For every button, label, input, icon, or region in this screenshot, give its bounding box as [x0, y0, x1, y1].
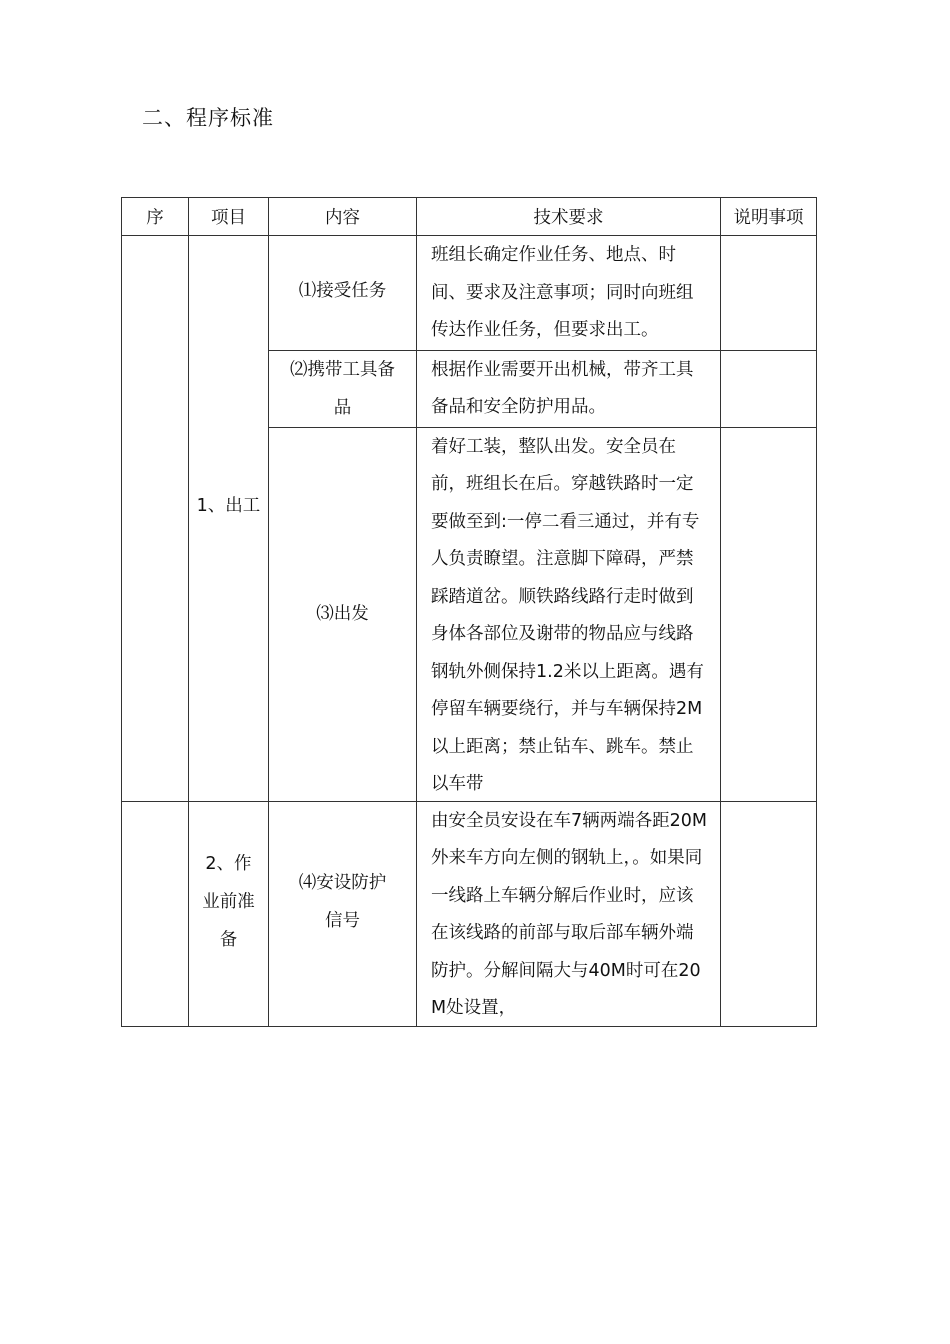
seq-cell [122, 801, 189, 1026]
header-project: 项目 [189, 198, 269, 236]
seq-cell [122, 236, 189, 802]
procedure-standard-table [121, 197, 817, 1027]
content-text: ⑵携带工具备品 [290, 359, 395, 418]
header-seq: 序 [122, 198, 189, 236]
tech-requirement-text: 着好工装，整队出发。安全员在前，班组长在后。穿越铁路时一定要做至到:一停二看三通过，并有专人负责瞭望。注意脚下障碍，严禁踩踏道岔。顺铁路线路行走时做到身体各部位及谢带的物品应与线路钢轨外侧保持1.2米以上距离。遇有停留车辆要绕行，并与车辆保持2M以上距离；禁止钻车、跳车。禁止以车带 [431, 436, 704, 794]
header-tech-requirements: 技术要求 [417, 198, 721, 236]
header-content: 内容 [269, 198, 417, 236]
note-cell [721, 236, 817, 351]
header-notes: 说明事项 [721, 198, 817, 236]
content-text: ⑷安设防护信号 [298, 872, 387, 931]
project-cell: 1、出工 [189, 236, 269, 802]
note-cell [721, 427, 817, 801]
tech-requirement-cell [417, 236, 721, 351]
table-header-row [122, 198, 817, 236]
content-cell: ⑶出发 [269, 427, 417, 801]
project-cell [189, 801, 269, 1026]
tech-requirement-text: 由安全员安设在车7辆两端各距20M外来车方向左侧的钢轨上，。如果同一线路上车辆分解后作业时，应该在该线路的前部与取后部车辆外端防护。分解间隔大与40M时可在20M处设置， [431, 810, 707, 1018]
table-row [122, 801, 817, 1026]
content-cell [269, 801, 417, 1026]
tech-requirement-text: 根据作业需要开出机械，带齐工具备品和安全防护用品。 [431, 359, 694, 417]
note-cell [721, 801, 817, 1026]
section-heading: 二、程序标准 [142, 106, 274, 130]
content-cell: ⑴接受任务 [269, 236, 417, 351]
tech-requirement-cell [417, 801, 721, 1026]
note-cell [721, 350, 817, 427]
tech-requirement-cell [417, 427, 721, 801]
tech-requirement-text: 班组长确定作业任务、地点、时间、要求及注意事项；同时向班组传达作业任务，但要求出工。 [431, 245, 694, 340]
content-cell [269, 350, 417, 427]
tech-requirement-cell [417, 350, 721, 427]
project-text: 2、作业前准备 [202, 853, 255, 950]
table-row [122, 236, 817, 351]
